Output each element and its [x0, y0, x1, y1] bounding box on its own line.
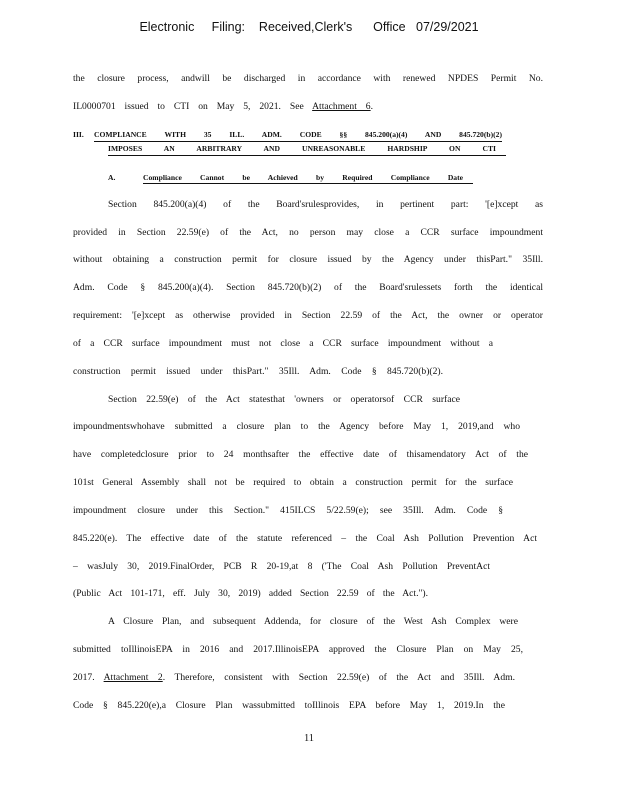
text-line: Section 845.200(a)(4) of the Board'srulesprovides, in pertinent part: '[e]xcept as	[108, 199, 543, 210]
text-line: submitted toIllinoisEPA in 2016 and 2017.IllinoisEPA approved the Closure Plan on May 25,	[73, 644, 523, 655]
text-line: of a CCR surface impoundment must not close a CCR surface impoundment without a	[73, 338, 493, 349]
text-line: impoundmentswhohave submitted a closure plan to the Agency before May 1, 2019,and who	[73, 421, 520, 432]
text-line: (Public Act 101-171, eff. July 30, 2019) added Section 22.59 of the Act.").	[73, 588, 428, 599]
text-line: – wasJuly 30, 2019.FinalOrder, PCB R 20-19,at 8 ('The Coal Ash Pollution PreventAct	[73, 561, 490, 572]
text-line: impoundment closure under this Section." 415ILCS 5/22.59(e); see 35Ill. Adm. Code §	[73, 505, 503, 516]
text-line: 2017. Attachment 2. Therefore, consistent with Section 22.59(e) of the Act and 35Ill. Adm.	[73, 672, 515, 683]
text-line: 101st General Assembly shall not be required to obtain a construction permit for the surface	[73, 477, 513, 488]
text-line: A Closure Plan, and subsequent Addenda, for closure of the West Ash Complex were	[108, 616, 518, 627]
text-line: have completedclosure prior to 24 monthsafter the effective date of thisamendatory Act of the	[73, 449, 528, 460]
text-line-attachment-6: IL0000701 issued to CTI on May 5, 2021. See Attachment 6.	[73, 101, 374, 112]
heading-iii-underline-2	[108, 155, 506, 156]
heading-a-text: Compliance Cannot be Achieved by Required Compliance Date	[143, 173, 463, 182]
text-line: construction permit issued under thisPart." 35Ill. Adm. Code § 845.720(b)(2).	[73, 366, 443, 377]
text-line: Code § 845.220(e),a Closure Plan wassubmitted toIllinois EPA before May 1, 2019.In the	[73, 700, 505, 711]
section-number-iii: III.	[73, 130, 84, 139]
text-line: without obtaining a construction permit for closure issued by the Agency under thisPart." 35Ill.	[73, 254, 543, 265]
efiling-header: Electronic Filing: Received,Clerk's Office 07/29/2021	[139, 20, 479, 34]
text-line: requirement: '[e]xcept as otherwise provided in Section 22.59 of the Act, the owner or operator	[73, 310, 543, 321]
heading-iii-underline-1	[94, 141, 502, 142]
heading-iii-line1: COMPLIANCE WITH 35 ILL. ADM. CODE §§ 845.200(a)(4) AND 845.720(b)(2)	[94, 130, 502, 139]
text-line: Section 22.59(e) of the Act statesthat 'owners or operatorsof CCR surface	[108, 394, 460, 405]
heading-a-underline	[143, 183, 473, 184]
text-line: provided in Section 22.59(e) of the Act, no person may close a CCR surface impoundment	[73, 227, 543, 238]
heading-iii-line2: IMPOSES AN ARBITRARY AND UNREASONABLE HARDSHIP ON CTI	[108, 144, 496, 153]
attachment-link: Attachment 6	[312, 101, 371, 112]
text-line: Adm. Code § 845.200(a)(4). Section 845.720(b)(2) of the Board'srulessets forth the identical	[73, 282, 543, 293]
text-line: 845.220(e). The effective date of the statute referenced – the Coal Ash Pollution Prevention Act	[73, 533, 537, 544]
text-line: the closure process, andwill be discharged in accordance with renewed NPDES Permit No.	[73, 73, 543, 84]
attachment-link: Attachment 2	[103, 672, 163, 683]
page-number: 11	[303, 733, 315, 744]
subsection-letter-a: A.	[108, 173, 116, 182]
